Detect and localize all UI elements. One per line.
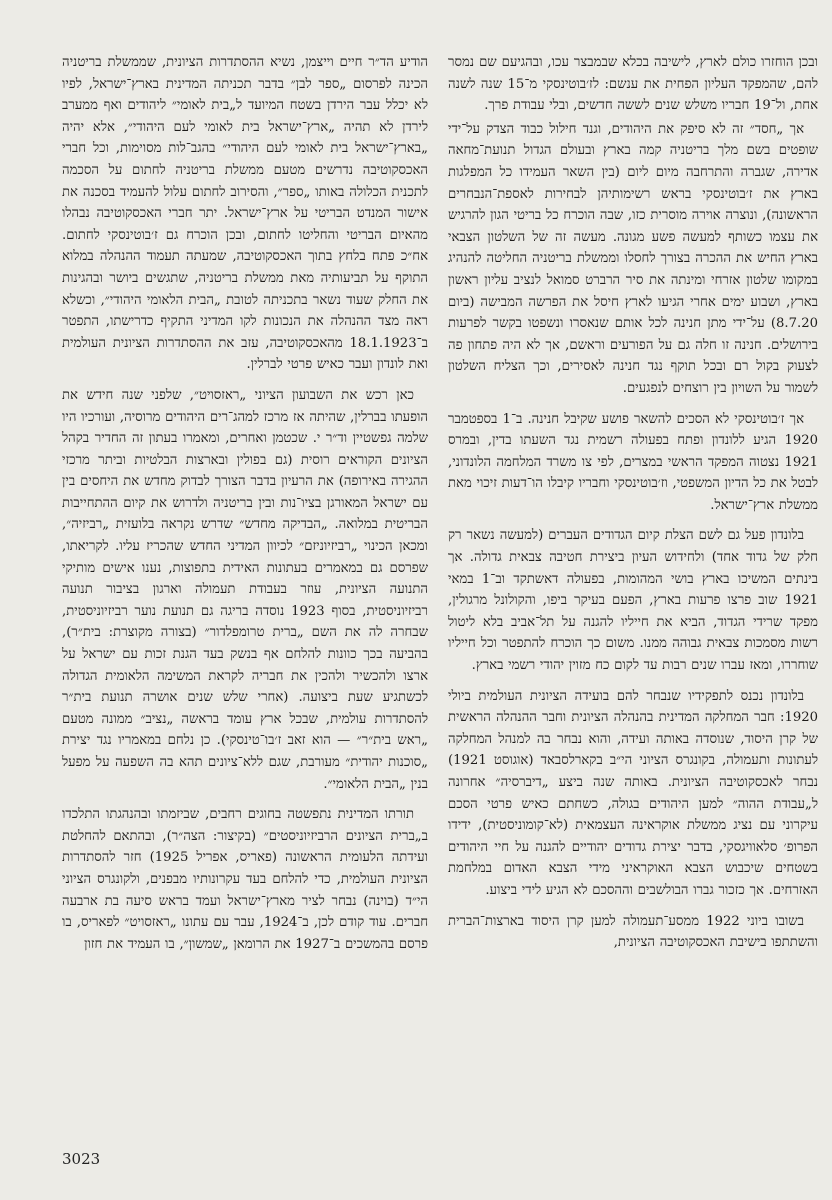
paragraph: אך „חסד״ זה לא סיפק את היהודים, וגנד חילול כבוד הצדק על־ידי שופטים בשם מלך בריטניה קמה בארץ ובעולם הגדול תנועת־מחאה אדירה, שגברה והתרחבה מיום ליום (בין השאר העמידו כל המפלגות בארץ את ז׳בוטינסקי בראש רשימותיהן לבחירות לאספת־הנבחרים הראשונה), ונוצרה אוירה מוסרית כזו, שבה הוכרח כל בריטי הגון להרגיש את עצמו כשותף למעשה פשע מגונה. מעשה זה של השלטון הצבאי בארץ החיש את ההכרה בצורך לחסלו וממשלת בריטניה החליטה להנהיג במקומו שלטון אזרחי ומינתה את סיר הרברט סמואל לנציב עליון ראשון בארץ, ושבוע ימים אחרי הגיעו לארץ חיסל את הפרשה המבישה (ביום 8.7.20) על־ידי מתן חנינה לכל אותם שנאסרו ונשפטו בקשר לפרעות בירושלים. חנינה זו חלה גם על הפורעים וראשם, אך לא היה פתחון פה לצעוק בקול רם ובכל תוקף נגד חנינה לאסירים, וכך הצליח השלטון לשמור על השויון בין רוצחים לנפגעים. xyxy=(448,121,818,396)
paragraph: הודיע הד״ר חיים וייצמן, נשיא ההסתדרות הציונית, שממשלת בריטניה הכינה לפרסום „ספר לבן״ בדבר תכניתה המדינית בארץ־ישראל, לפיו לא יכלל עבר הירדן בשטח המיועד ל„בית לאומי״ ליהודים ואף ממערב לירדן לא תהיה „ארץ־ישראל בית לאומי לעם היהודי״, אלא יהיה „בארץ־ישראל בית לאומי לעם היהודי״ בהגב־לות מסוימות, וכל חברי האכסקוטיבה נדרשים מטעם ממשלת בריטניה לחתום על הסכמה לתכנית הכלולה באותו „ספר״, והסירוב לחתום עלול להעמיד בסכנה את אישור המנדט הבריטי על ארץ־ישראל. יתר חברי האכסקוטיבה נבהלו מהאיום הבריטי והחליטו לחתום, ובכן הוכרח גם ז׳בוטינסקי לחתום. אח״כ פתח בלחץ בתוך האכסקוטיבה, שמעתה תעמוד ההנהלה במלוא התוקף על תביעותיה מאת ממשלת בריטניה, שתגשים ביושר ובהגינות את החלק שעוד נשאר בתכניתה לטובת „הבית הלאומי היהודי״, וכשלא ראה מצד ההנהלה את הנכונות לקו המדיני התקיף כדרישתו, התפטר ב־18.1.1923 מהאכסקוטיבה, עזב את ההסתדרות הציונית העולמית ואת לונדון ועבר כאיש פרטי לברלין. xyxy=(62,55,428,373)
paragraph: תורתו המדינית נתפשטה בחוגים רחבים, שביזמתו ובהנהגתו התלכדו ב„ברית הציונים הרביזיוניסטים״ (בקיצור: הצה״ר), ובהתאם להחלטת ועידתה הלעומית הראשונה (פאריס, אפריל 1925) חזר להסתדרות הציונית העולמית, כדי להלחם בעד עקרונותיו מבפנים, ולקונגרס הציוני הי״ד (בוינה) נבחר לציר מארץ־ישראל ועמד בראש סיעה בת ארבעה חברים. עוד קודם לכן, ב־1924, עבר עם עתונו „ראזסויט״ לפאריס, בו פרסם בהמשכים ב־1927 את הרומאן „שמשון״, בו העמיד את חזון xyxy=(62,807,428,952)
paragraph: בשובו ביוני 1922 ממסע־תעמולה למען קרן היסוד בארצות־הברית והשתתפו בישיבת האכסקוטיבה הציונית, xyxy=(448,913,818,951)
paragraph: ובכן הוחזרו כולם לארץ, לישיבה בכלא שבמבצר עכו, ובהגיעם שם נמסר להם, שהמפקד העליון הפחית את ענשם: לז׳בוטינסקי מ־15 שנה לשנה אחת, ול־19 חבריו משלש שנים לששה חדשים, ובלי עבודת פרך. xyxy=(448,55,818,114)
paragraph: בלונדון נכנס לתפקידיו שנבחר להם בועידה הציונית העולמית ביולי 1920: חבר המחלקה המדינית בהנהלה הציונית וחבר ההנהלה הראשית של קרן היסוד, שנוסדה באותה ועידה, והוא נבחר בה למנהל המחלקה לעתונות ותעמולה, בקונגרס הציוני הי״ב בקארלסבאד (אוגוסט 1921) נבחר לאכסקוטיבה הציונית. באותה שנה ביצע „דיברסיה״ אחרונה ל„עבודת ההוה״ למען היהודים בגולה, כשחתם כאיש פרטי הסכם עיקרוני עם נציג ממשלת אוקראינה העצמאית (לא־קומוניסטית), ידידו הפרופ׳ סלאוויגסקי, בדבר יצירת גדודים יהודיים להגנה על חיי היהודים בשטחים שיכבוש הצבא האוקראיני מידי הצבא האדום במלחמת האזרחים. אך כזכור גברו הבולשבים וההסכם לא הגיע לידי ביצוע. xyxy=(448,688,818,898)
left-column xyxy=(62,52,428,955)
page-number: 3023 xyxy=(62,1150,101,1168)
paragraph: כאן רכש את השבועון הציוני „ראזסויט״, שלפני שנה חידש את הופעתו בברלין, שהיתה אז מרכז למהג־רים היהודים מרוסיה, ועורכיו היו שלמה גפשטיין וד״ר י. שכטמן ואחרים, ומאמרו בעתון זה החדיר בקהל הציונים הקוראים רוסית (גם בפולין ובארצות הבלטיות וביתר מרכזי ההגירה באירופה) את הרעיון בדבר הצורך לבדוק מחדש את היחסים בין עם ישראל המאורגן בציו־נות ובין בריטניה ולדרוש את קיום ההתחייבות הבריטית במלואה. „הבדיקה מחדש״ שדרש נקראה בלועזית „רביזיה״, ומכאן הכינוי „רביזיוניזם״ לכיוון המדיני החדש שהכריז עליו. לקריאתו, שפרסם גם במאמרים בעתונות האידית בתפוצות, נענו אישים מותיקי התנועה הציונית, עוזר בעבודת תעמולה וארגון בציבור תנועה רביזיוניסטית, בסוף 1923 נוסדה בריגה גם תנועת נוער רביזיוניסטית, שבחרה לה את השם „ברית טרומפלדור״ (בצורה מקוצרת: בית״ר), בהביעה בכך כוונות להלחם אף בנשק בעד הגנת זכות עם ישראל על ארצו ולהכשיר ולהכין את חבריה לקראת המשימה הלאומית הגדולה לכשתגיע שעת ביצועה. (אחרי שלש שנים אושרה תנועת בית״ר להסתדרות עולמית, שבכל ארץ עומד בראשה „נציב״ ממונה מטעם „ראש בית״ר״ — הוא זאב ז׳בו־טינסקי). כן נלחם במאמריו נגד יצירת „סוכנות יהודית״ מעורבת, שגם ללא־ציונים תהא בה השפעה על מפעל בנין „הבית הלאומי״. xyxy=(62,387,429,792)
right-column xyxy=(448,52,818,954)
paragraph: אך ז׳בוטינסקי לא הסכים להשאר פושע שקיבל חנינה. ב־1 בספטמבר 1920 הגיע ללונדון ופתח בפעולה רשמית נגד השעתו בדין, ובמרס 1921 נצטוה המפקד הראשי במצרים, לפי צו משרד המלחמה הלונדוני, לבטל את כל הדיון המשפטי, וז׳בוטינסקי וחבריו קיבלו הו־דעות זיכוי מאת ממשלת ארץ־ישראל. xyxy=(448,411,818,513)
paragraph: בלונדון פעל גם לשם הצלת קיום הגדודים העברים (למעשה נשאר רק חלק של גדוד אחד) ולחידוש העיון ביצירת חטיבה צבאית גדולה. אך בינתים המשיכו בארץ בושי המהומות, בפעולה דאשתקד וב־1 במאי 1921 שוב פרצו פרעות בארץ, הפעם בעיקר ביפו, והקולונל מרגולין, מפקד שרידי הגדוד, הביא את חייליו להגנה על תל־אביב בלא ליטול רשות מסמכות צבאית גבוהה ממנו. משום כך הוכרח להתפטר וכל חייליו שוחררו, ומאז עברו שנים רבות עד לקום כח מזוין יהודי רשמי בארץ. xyxy=(448,528,818,674)
